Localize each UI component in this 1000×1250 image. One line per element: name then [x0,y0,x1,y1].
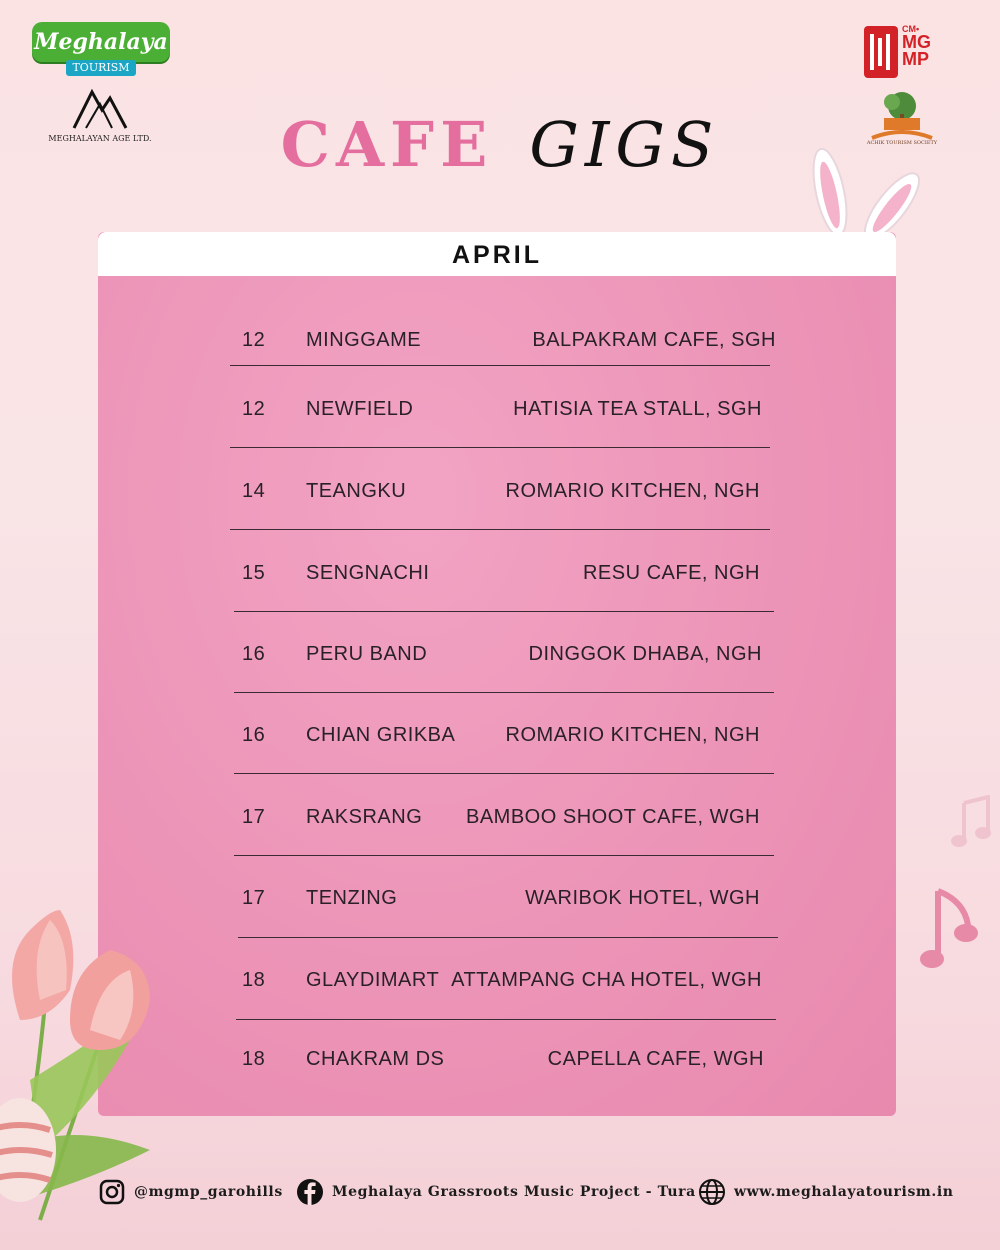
row-divider [234,773,774,774]
gig-row [230,887,770,969]
title-word-cafe: CAFE [280,108,494,181]
meghalaya-tourism-logo [32,22,172,78]
gig-venue: BALPAKRAM CAFE, SGH [532,329,776,351]
gig-artist: SENGNACHI [306,562,430,584]
row-divider [236,1019,776,1020]
gig-artist: CHIAN GRIKBA [306,724,456,746]
gig-row [230,806,770,888]
facebook-icon [296,1178,324,1206]
gig-artist: RAKSRANG [306,806,423,828]
gig-venue: ROMARIO KITCHEN, NGH [505,480,760,502]
gig-day: 17 [242,806,266,828]
gig-day: 15 [242,562,266,584]
title-word-gigs: GIGS [529,108,720,181]
row-divider [234,855,774,856]
gig-day: 12 [242,398,266,420]
gig-row [230,643,770,725]
gig-venue: BAMBOO SHOOT CAFE, WGH [466,806,760,828]
gig-day: 12 [242,329,266,351]
society-label: ACHIK TOURISM SOCIETY [866,140,938,146]
facebook-link[interactable] [296,1178,696,1206]
gig-venue: DINGGOK DHABA, NGH [528,643,762,665]
row-divider [230,447,770,448]
gig-venue: CAPELLA CAFE, WGH [547,1048,764,1070]
tulip-flowers-decoration [0,850,190,1230]
facebook-page-name: Meghalaya Grassroots Music Project - Tura [332,1184,696,1200]
row-divider [234,692,774,693]
gig-venue: ROMARIO KITCHEN, NGH [505,724,760,746]
mgmp-cm-text: CM• [902,24,920,34]
mgmp-logo-mark [864,26,898,78]
gig-artist: GLAYDIMART [306,969,440,991]
music-note-icon [950,795,996,855]
gig-row [230,1048,770,1130]
gig-day: 18 [242,969,266,991]
month-header: APRIL [98,232,896,276]
gig-row [230,562,770,644]
gig-row [230,480,770,562]
meghalayan-age-label: MEGHALAYAN AGE LTD. [48,134,152,143]
instagram-icon [98,1178,126,1206]
gig-venue: RESU CAFE, NGH [582,562,760,584]
gig-day: 16 [242,724,266,746]
music-note-icon [918,885,982,977]
gig-artist: MINGGAME [306,329,422,351]
row-divider [230,529,770,530]
instagram-link[interactable] [98,1178,288,1206]
tourism-logo-sub: TOURISM [66,60,136,76]
gig-row [230,969,770,1051]
gig-artist: CHAKRAM DS [306,1048,445,1070]
mgmp-text-line1: MG [902,32,931,52]
gig-day: 17 [242,887,266,909]
row-divider [238,937,778,938]
gig-venue: ATTAMPANG CHA HOTEL, WGH [451,969,762,991]
tourism-logo-text: Meghalaya [32,22,170,62]
instagram-handle: @mgmp_garohills [134,1184,283,1200]
mgmp-text-line2: MP [902,49,929,69]
gig-day: 16 [242,643,266,665]
gig-venue: WARIBOK HOTEL, WGH [525,887,760,909]
gig-row [230,398,770,480]
gig-artist: NEWFIELD [306,398,414,420]
row-divider [230,365,770,366]
website-url: www.meghalayatourism.in [734,1184,954,1200]
gig-artist: PERU BAND [306,643,428,665]
website-link[interactable] [698,1178,954,1206]
gig-artist: TENZING [306,887,398,909]
gig-day: 18 [242,1048,266,1070]
gig-day: 14 [242,480,266,502]
gig-venue: HATISIA TEA STALL, SGH [513,398,762,420]
row-divider [234,611,774,612]
gig-row [230,724,770,806]
gig-artist: TEANGKU [306,480,407,502]
page-title [0,108,1000,181]
mgmp-logo [864,24,944,82]
globe-icon [698,1178,726,1206]
